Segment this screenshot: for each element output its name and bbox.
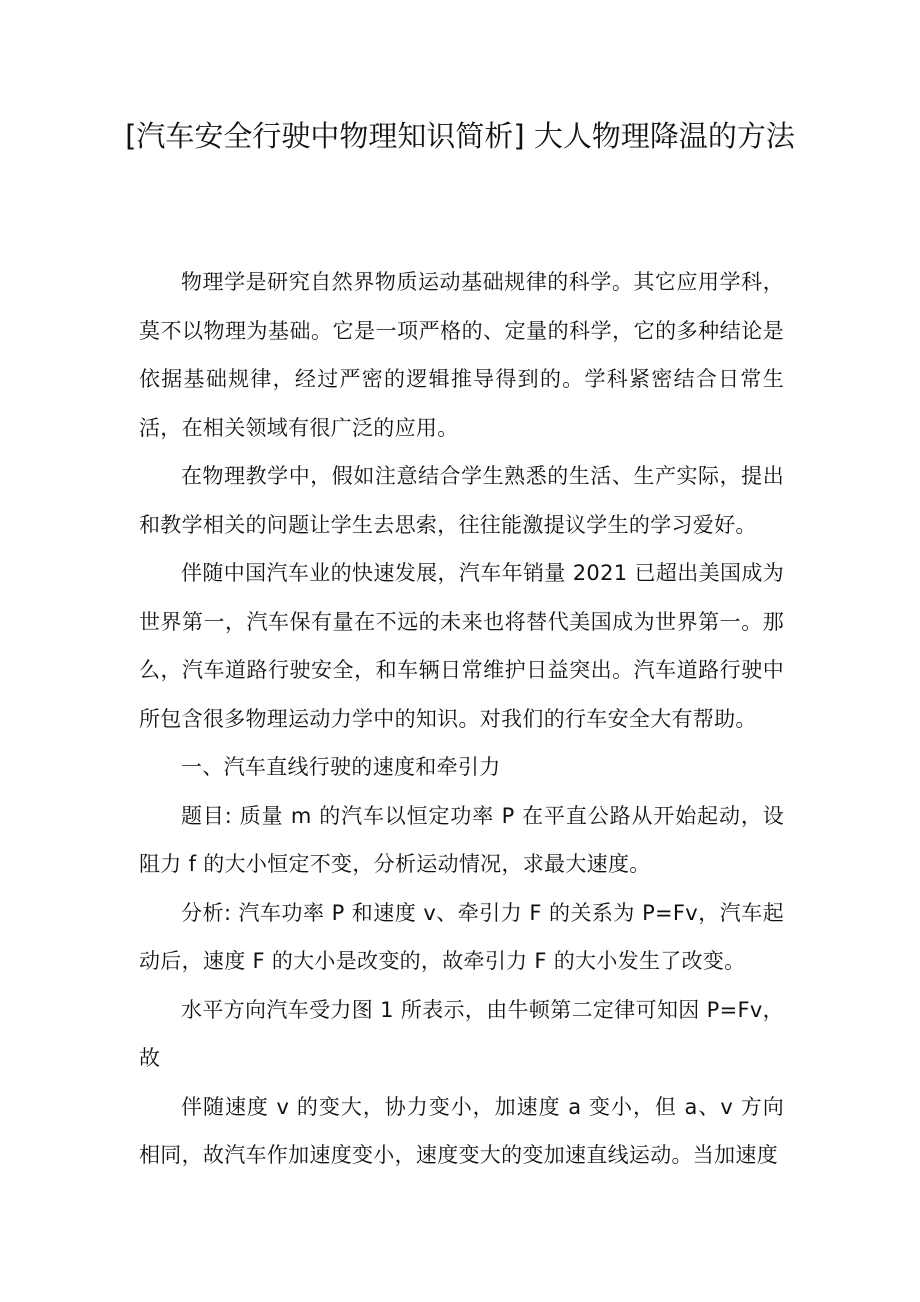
paragraph-teaching: 在物理教学中，假如注意结合学生熟悉的生活、生产实际，提出和教学相关的问题让学生去思索，往往能激提议学生的学习爱好。: [139, 464, 784, 537]
paragraph-velocity: 伴随速度 v 的变大，协力变小，加速度 a 变小，但 a、v 方向相同，故汽车作加速度变小，速度变大的变加速直线运动。当加速度: [139, 1094, 784, 1167]
paragraph-force-diagram: 水平方向汽车受力图 1 所表示，由牛顿第二定律可知因 P=Fv，故: [139, 997, 784, 1070]
paragraph-automobile-development: 伴随中国汽车业的快速发展，汽车年销量 2021 已超出美国成为世界第一，汽车保有量在不远的未来也将替代美国成为世界第一。那么，汽车道路行驶安全，和车辆日常维护日益突出。汽车道路行驶中所包含很多物理运动力学中的知识。对我们的行车安全大有帮助。: [139, 561, 784, 731]
document-body: [139, 258, 784, 1180]
paragraph-analysis: 分析: 汽车功率 P 和速度 v、牵引力 F 的关系为 P=Fv，汽车起动后，速度 F 的大小是改变的，故牵引力 F 的大小发生了改变。: [139, 900, 784, 973]
document-title: [汽车安全行驶中物理知识简析] 大人物理降温的方法: [125, 119, 795, 153]
paragraph-problem: 题目: 质量 m 的汽车以恒定功率 P 在平直公路从开始起动，设阻力 f 的大小恒定不变，分析运动情况，求最大速度。: [139, 803, 784, 876]
section-heading: 一、汽车直线行驶的速度和牵引力: [181, 755, 501, 779]
paragraph-intro: 物理学是研究自然界物质运动基础规律的科学。其它应用学科，莫不以物理为基础。它是一项严格的、定量的科学，它的多种结论是依据基础规律，经过严密的逻辑推导得到的。学科紧密结合日常生活，在相关领域有很广泛的应用。: [139, 270, 784, 440]
